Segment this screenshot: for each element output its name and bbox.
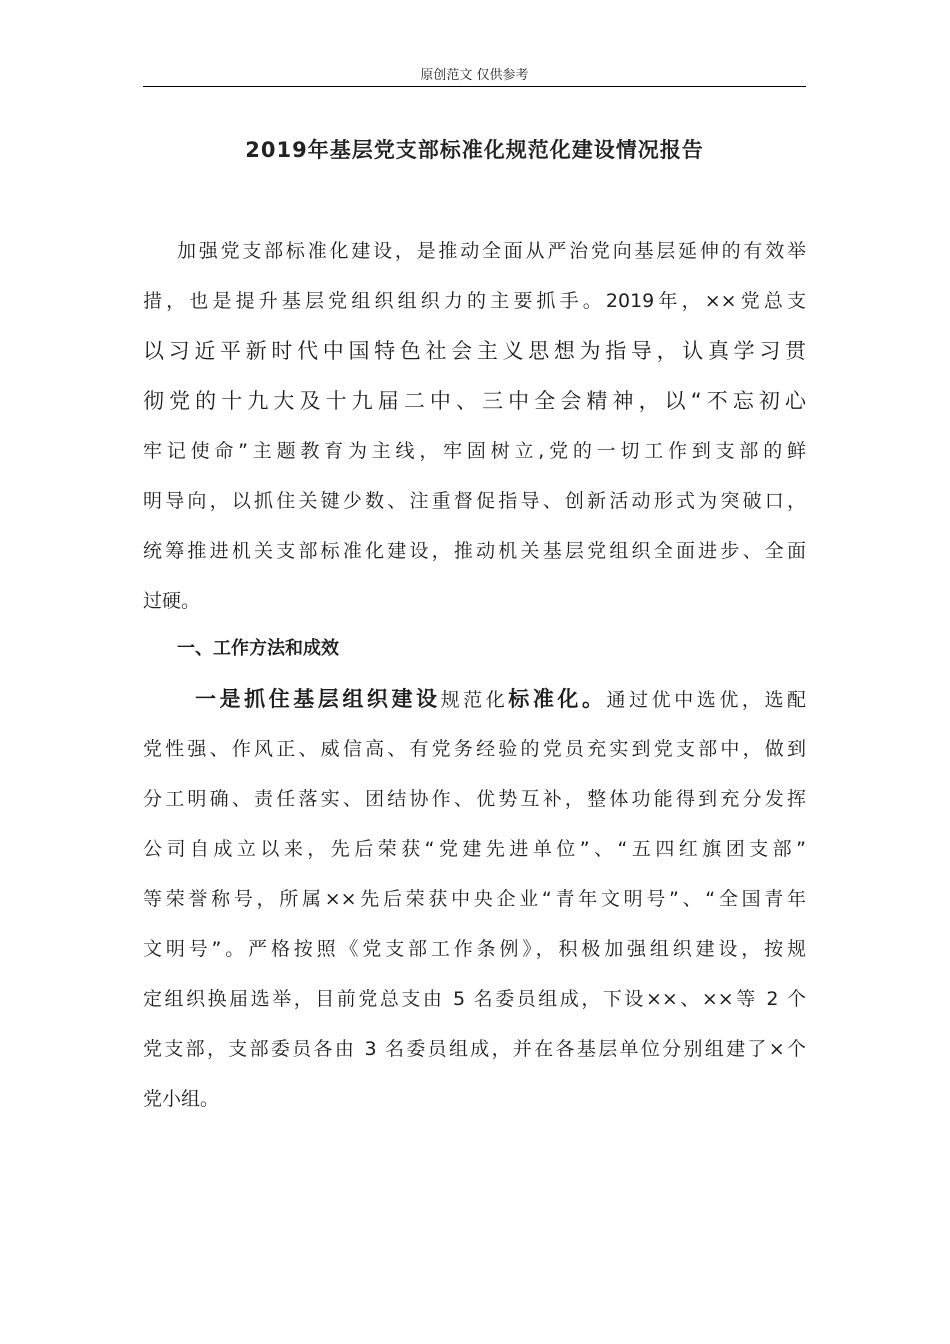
document-title: 2019年基层党支部标准化规范化建设情况报告 [245,138,704,162]
paragraph-line: 加强党支部标准化建设，是推动全面从严治党向基层延伸的有效举 [177,240,806,262]
paragraph-line: 文明号”。严格按照《党支部工作条例》，积极加强组织建设，按规 [143,938,806,960]
paragraph-line: 牢记使命”主题教育为主线，牢固树立,党的一切工作到支部的鲜 [143,440,806,462]
section-heading: 一、工作方法和成效 [177,638,339,659]
normal-phrase: 通过优中选优，选配 [606,689,807,711]
paragraph-line: 分工明确、责任落实、团结协作、优势互补，整体功能得到充分发挥 [143,788,806,810]
paragraph-line: 以习近平新时代中国特色社会主义思想为指导，认真学习贯 [143,339,806,363]
paragraph-line: 过硬。 [143,590,201,612]
paragraph-line: 党性强、作风正、威信高、有党务经验的党员充实到党支部中，做到 [143,738,806,760]
paragraph-line: 等荣誉称号，所属××先后荣获中央企业“青年文明号”、“全国青年 [143,888,806,910]
paragraph-line: 措，也是提升基层党组织组织力的主要抓手。2019年，××党总支 [143,290,806,312]
paragraph-lead-line [143,674,806,724]
paragraph-line: 统筹推进机关支部标准化建设，推动机关基层党组织全面进步、全面 [143,540,806,562]
normal-phrase: 规范化 [440,689,509,711]
bold-phrase: 标准化。 [508,687,607,711]
paragraph-line: 党支部，支部委员各由 3 名委员组成，并在各基层单位分别组建了×个 [143,1038,806,1060]
bold-phrase: 一是抓住基层组织建设 [195,687,441,711]
paragraph-line: 党小组。 [143,1088,220,1110]
page-header: 原创范文 仅供参考 [420,68,529,83]
paragraph-line: 定组织换届选举，目前党总支由 5 名委员组成，下设××、××等 2 个 [143,988,806,1010]
paragraph-line: 明导向，以抓住关键少数、注重督促指导、创新活动形式为突破口， [143,490,806,512]
paragraph-line: 公司自成立以来，先后荣获“党建先进单位”、“五四红旗团支部” [143,838,806,860]
header-rule [143,86,806,87]
paragraph-line: 彻党的十九大及十九届二中、三中全会精神，以“不忘初心 [143,389,806,413]
